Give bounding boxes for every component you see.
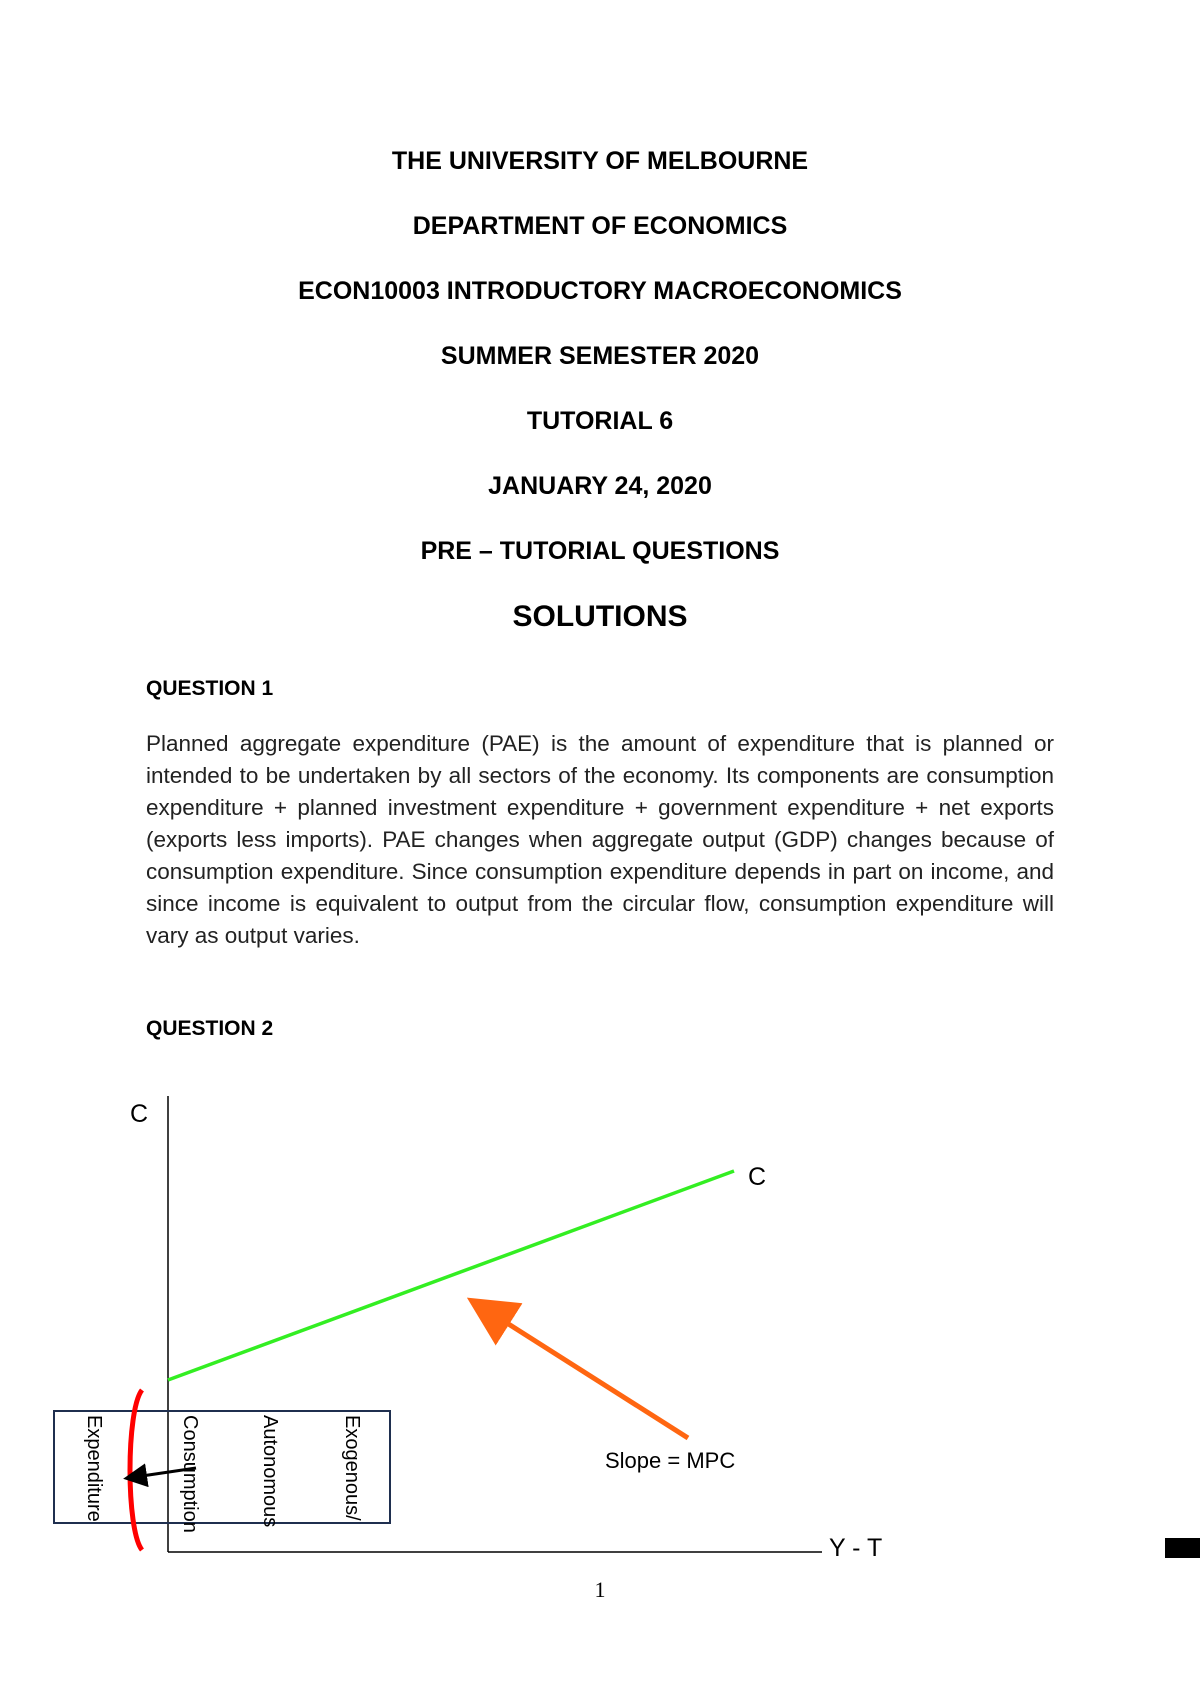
university-title: THE UNIVERSITY OF MELBOURNE — [391, 147, 809, 175]
margin-mark — [1165, 1538, 1200, 1558]
y-axis-label: C — [130, 1100, 149, 1128]
date-title: JANUARY 24, 2020 — [488, 472, 712, 500]
question-2-label: QUESTION 2 — [146, 1017, 274, 1040]
solutions-title: SOLUTIONS — [512, 600, 688, 633]
curve-label: C — [748, 1163, 767, 1191]
box-text-consumption: Consumption — [179, 1415, 201, 1533]
tutorial-title: TUTORIAL 6 — [526, 407, 674, 435]
semester-title: SUMMER SEMESTER 2020 — [440, 342, 760, 370]
slope-arrow — [488, 1311, 688, 1438]
page-number: 1 — [594, 1577, 606, 1602]
box-text-autonomous: Autonomous — [259, 1415, 281, 1528]
subtitle-title: PRE – TUTORIAL QUESTIONS — [420, 537, 780, 565]
box-text-exogenous: Exogenous/ — [341, 1415, 363, 1521]
slope-label: Slope = MPC — [605, 1448, 736, 1473]
consumption-line — [168, 1171, 734, 1380]
department-title: DEPARTMENT OF ECONOMICS — [412, 212, 788, 240]
course-title: ECON10003 INTRODUCTORY MACROECONOMICS — [298, 277, 902, 305]
box-text-expenditure: Expenditure — [83, 1415, 105, 1522]
question-1-label: QUESTION 1 — [146, 677, 274, 700]
red-bracket — [130, 1390, 142, 1550]
x-axis-label: Y - T — [829, 1534, 883, 1562]
question-1-answer: Planned aggregate expenditure (PAE) is the amount of expenditure that is planned or intended to be undertaken by all sectors of the economy. Its components are consumption expenditure + planned investment expenditure + government expenditure + net exports (exports less imports). PAE changes when aggregate output (GDP) changes because of consumption expenditure. Since consumption expenditure depends in part on income, and since income is equivalent to output from the circular flow, consumption expenditure will vary as output varies. — [146, 731, 1054, 948]
